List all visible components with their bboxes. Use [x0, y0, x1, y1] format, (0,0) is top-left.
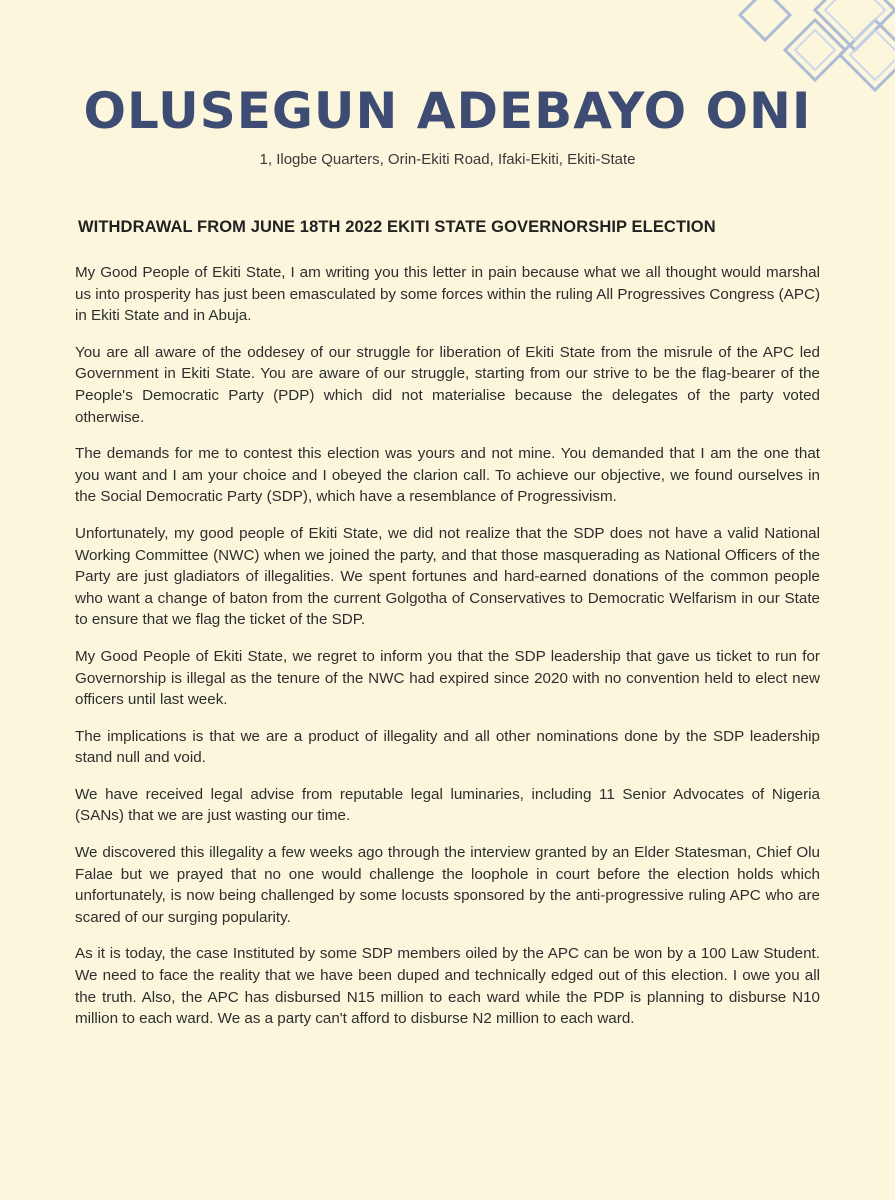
letter-subject: WITHDRAWAL FROM JUNE 18TH 2022 EKITI STATE GOVERNORSHIP ELECTION [78, 218, 716, 236]
paragraph: As it is today, the case Instituted by some SDP members oiled by the APC can be won by a 100 Law Student. We need to face the reality that we have been duped and technically edged out of this election. I owe you all the truth. Also, the APC has disbursed N15 million to each ward while the PDP is planning to disburse N10 million to each ward. We as a party can't afford to disburse N2 million to each ward. [75, 945, 820, 1028]
paragraph: You are all aware of the oddesey of our struggle for liberation of Ekiti State from the misrule of the APC led Government in Ekiti State. You are aware of our struggle, starting from our strive to be the flag-bearer of the People's Democratic Party (PDP) which did not materialise because the delegates of the party voted otherwise. [75, 343, 820, 426]
paragraph: The demands for me to contest this election was yours and not mine. You demanded that I am the one that you want and I am your choice and I obeyed the clarion call. To achieve our objective, we found ourselves in the Social Democratic Party (SDP), which have a resemblance of Progressivism. [75, 445, 820, 506]
paragraph: My Good People of Ekiti State, I am writing you this letter in pain because what we all thought would marshal us into prosperity has just been emasculated by some forces within the ruling All Progressives Congress (APC) in Ekiti State and in Abuja. [75, 264, 820, 325]
letter-body [75, 262, 820, 1045]
paragraph: We have received legal advise from reputable legal luminaries, including 11 Senior Advocates of Nigeria (SANs) that we are just wasting our time. [75, 785, 820, 825]
paragraph: The implications is that we are a product of illegality and all other nominations done by the SDP leadership stand null and void. [75, 727, 820, 767]
sender-name: OLUSEGUN ADEBAYO ONI [83, 82, 812, 140]
paragraph: My Good People of Ekiti State, we regret to inform you that the SDP leadership that gave us ticket to run for Governorship is illegal as the tenure of the NWC had expired since 2020 with no convention held to elect new officers until last week. [75, 647, 820, 709]
sender-address: 1, Ilogbe Quarters, Orin-Ekiti Road, Ifaki-Ekiti, Ekiti-State [259, 151, 636, 168]
paragraph: Unfortunately, my good people of Ekiti State, we did not realize that the SDP does not have a valid National Working Committee (NWC) when we joined the party, and that those masquerading as National Officers of the Party are just gladiators of illegalities. We spent fortunes and hard-earned donations of the common people who want a change of baton from the current Golgotha of Conservatives to Democratic Welfarism in our State to ensure that we flag the ticket of the SDP. [75, 524, 820, 629]
paragraph: We discovered this illegality a few weeks ago through the interview granted by an Elder Statesman, Chief Olu Falae but we prayed that no one would challenge the loophole in court before the election holds which unfortunately, is now being challenged by some locusts sponsored by the anti-progressive ruling APC who are scared of our surging popularity. [75, 844, 820, 926]
